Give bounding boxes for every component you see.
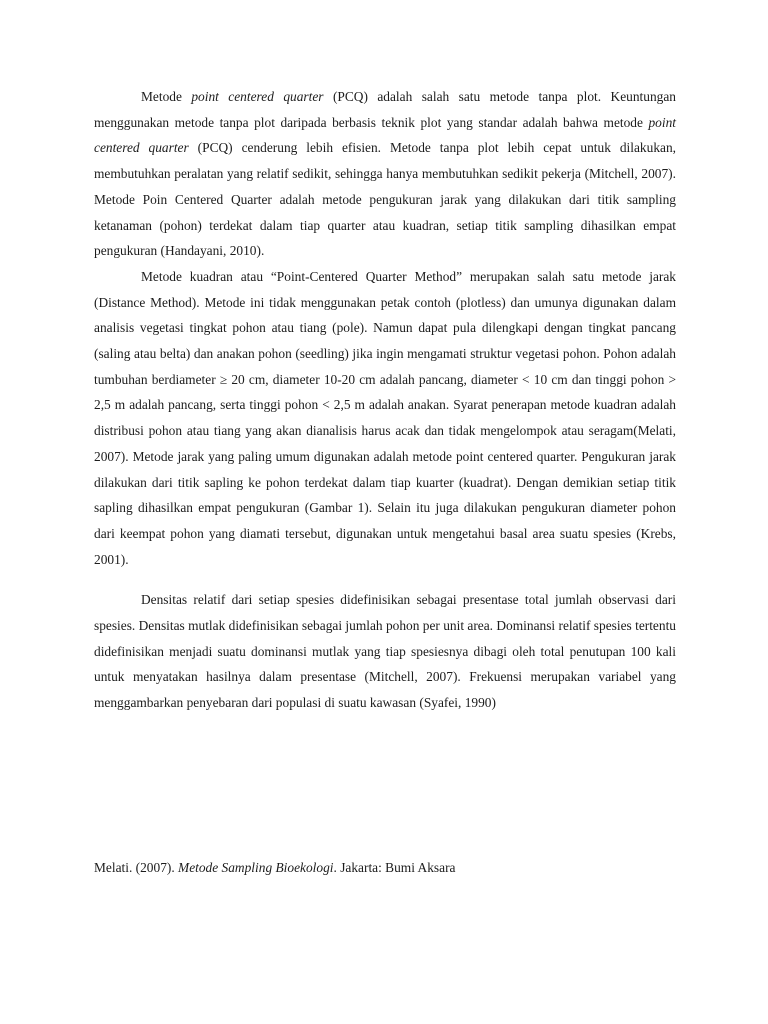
reference-author-year: Melati. (2007). xyxy=(94,860,179,875)
reference-publisher: . Jakarta: Bumi Aksara xyxy=(333,860,456,875)
paragraph-kuadran-method: Metode kuadran atau “Point-Centered Quarter Method” merupakan salah satu metode jarak (Distance Method). Metode ini tidak menggunakan petak contoh (plotless) dan umunya digunakan dalam analisis vegetasi tingkat pohon atau tiang (pole). Namun dapat pula dilengkapi dengan tingkat pancang (saling atau belta) dan anakan pohon (seedling) jika ingin mengamati struktur vegetasi pohon. Pohon adalah tumbuhan berdiameter ≥ 20 cm, diameter 10-20 cm adalah pancang, diameter < 10 cm dan tinggi pohon > 2,5 m adalah pancang, serta tinggi pohon < 2,5 m adalah anakan. Syarat penerapan metode kuadran adalah distribusi pohon atau tiang yang akan dianalisis harus acak dan tidak mengelompok atau seragam(Melati, 2007). Metode jarak yang paling umum digunakan adalah metode point centered quarter. Pengukuran jarak dilakukan dari titik sapling ke pohon terdekat dalam tiap kuarter (kuadrat). Dengan demikian setiap titik sapling dihasilkan empat pengukuran (Gambar 1). Selain itu juga dilakukan pengukuran diameter pohon dari keempat pohon yang diamati tersebut, digunakan untuk mengetahui basal area suatu spesies (Krebs, 2001). xyxy=(94,268,676,567)
italic-term: point centered quarter xyxy=(191,89,324,104)
paragraph-densitas: Densitas relatif dari setiap spesies didefinisikan sebagai presentase total jumlah observasi dari spesies. Densitas mutlak didefinisikan sebagai jumlah pohon per unit area. Dominansi relatif spesies tertentu didefinisikan menjadi suatu dominansi mutlak yang tiap spesiesnya dibagi oleh total penutupan 100 kali untuk menyatakan hasilnya dalam presentase (Mitchell, 2007). Frekuensi merupakan variabel yang menggambarkan penyebaran dari populasi di suatu kawasan (Syafei, 1990) xyxy=(94,592,676,711)
reference-title: Metode Sampling Bioekologi xyxy=(178,860,334,875)
document-body xyxy=(94,84,676,716)
paragraph-text: (PCQ) cenderung lebih efisien. Metode tanpa plot lebih cepat untuk dilakukan, membutuhkan peralatan yang relatif sedikit, sehingga hanya membutuhkan sedikit pekerja (Mitchell, 2007). Metode Poin Centered Quarter adalah metode pengukuran jarak yang dilakukan dari titik sampling ketanaman (pohon) terdekat dalam tiap quarter atau kuadran, setiap titik sampling dihasilkan empat pengukuran (Handayani, 2010). xyxy=(94,140,677,259)
paragraph-pcq-intro xyxy=(94,84,676,264)
reference-entry xyxy=(94,858,676,878)
italic-term: point centered quarter xyxy=(94,114,676,156)
paragraph-text: (PCQ) adalah salah satu metode tanpa plot. Keuntungan menggunakan metode tanpa plot daripada berbasis teknik plot yang standar adalah bahwa metode xyxy=(94,89,676,130)
paragraph-text: Metode xyxy=(141,89,192,104)
